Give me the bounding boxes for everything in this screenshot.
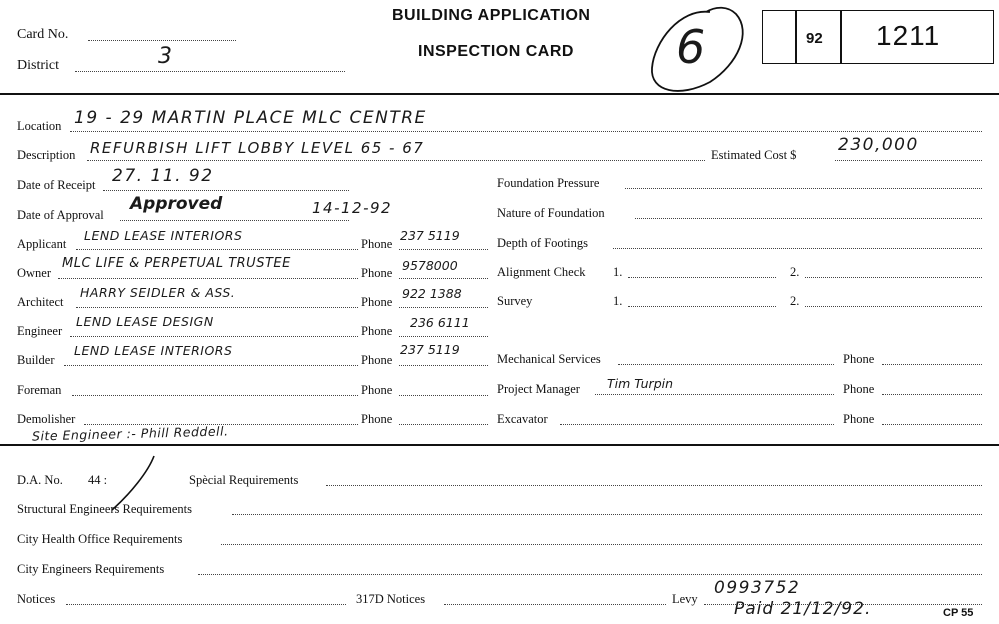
excavator-label: Excavator [497,412,548,426]
project-manager-label: Project Manager [497,382,580,396]
builder-phone-label: Phone [361,353,393,367]
card-no-line[interactable] [88,40,236,41]
location-label: Location [17,119,62,133]
mechanical-services-phone-label: Phone [843,352,875,366]
estimated-cost-label: Estimated Cost $ [711,148,797,162]
alignment-check-num-2: 2. [790,265,800,279]
engineer-value: LEND LEASE DESIGN [76,314,214,329]
foreman-phone-line[interactable] [399,395,488,396]
project-manager-line[interactable] [595,394,834,395]
excavator-phone-label: Phone [843,412,875,426]
engineer-phone-label: Phone [361,324,393,338]
foreman-label: Foreman [17,383,62,397]
nature-of-foundation-line[interactable] [635,218,982,219]
location-line[interactable] [70,131,982,132]
structural-engineers-line[interactable] [232,514,982,515]
survey-line-2[interactable] [805,306,982,307]
notices-317d-label: 317D Notices [356,592,426,606]
notices-317d-line[interactable] [444,604,666,605]
notices-line[interactable] [66,604,346,605]
applicant-phone-value: 237 5119 [400,228,460,243]
survey-num-1: 1. [613,294,623,308]
architect-value: HARRY SEIDLER & ASS. [80,285,236,300]
architect-phone-line[interactable] [399,307,488,308]
city-health-label: City Health Office Requirements [17,532,183,546]
engineer-line[interactable] [70,336,358,337]
form-code: CP 55 [943,607,974,619]
estimated-cost-value: 230,000 [838,135,919,155]
form-title-line1: BUILDING APPLICATION [392,7,591,24]
site-engineer-note: Site Engineer :- Phill Reddell. [31,423,229,444]
owner-line[interactable] [58,278,358,279]
form-title-line2: INSPECTION CARD [418,43,574,60]
date-of-approval-value: 14-12-92 [312,199,393,217]
box-divider-2 [840,10,842,64]
description-label: Description [17,148,76,162]
alignment-check-line-1[interactable] [628,277,776,278]
foreman-phone-label: Phone [361,383,393,397]
architect-phone-value: 922 1388 [402,286,462,301]
survey-num-2: 2. [790,294,800,308]
engineer-label: Engineer [17,324,63,338]
mechanical-services-line[interactable] [618,364,834,365]
owner-label: Owner [17,266,52,280]
demolisher-label: Demolisher [17,412,76,426]
year-box-value: 92 [806,30,823,47]
foundation-pressure-line[interactable] [625,188,982,189]
architect-label: Architect [17,295,64,309]
depth-of-footings-label: Depth of Footings [497,236,588,250]
levy-value: 0993752 [714,578,801,598]
engineer-phone-line[interactable] [399,336,488,337]
date-of-approval-line[interactable] [120,220,349,221]
owner-value: MLC LIFE & PERPETUAL TRUSTEE [62,256,291,271]
structural-engineers-label: Structural Engineers Requirements [17,502,192,516]
city-health-line[interactable] [221,544,982,545]
owner-phone-line[interactable] [399,278,488,279]
builder-line[interactable] [64,365,358,366]
applicant-value: LEND LEASE INTERIORS [84,228,243,243]
applicant-label: Applicant [17,237,67,251]
header-divider [0,93,999,95]
applicant-phone-line[interactable] [399,249,488,250]
alignment-check-line-2[interactable] [805,277,982,278]
da-no-label: D.A. No. [17,473,63,487]
architect-phone-label: Phone [361,295,393,309]
depth-of-footings-line[interactable] [613,248,982,249]
owner-phone-label: Phone [361,266,393,280]
builder-label: Builder [17,353,55,367]
owner-phone-value: 9578000 [402,258,458,273]
nature-of-foundation-label: Nature of Foundation [497,206,605,220]
builder-value: LEND LEASE INTERIORS [74,343,233,358]
date-of-receipt-label: Date of Receipt [17,178,96,192]
description-line[interactable] [87,160,705,161]
da-no-value: 44 : [88,473,108,487]
levy-label: Levy [672,592,698,606]
project-manager-value: Tim Turpin [607,376,674,391]
section-divider [0,444,999,446]
circled-number: 6 [676,20,707,74]
survey-label: Survey [497,294,533,308]
project-manager-phone-line[interactable] [882,394,982,395]
demolisher-phone-line[interactable] [399,424,488,425]
date-of-approval-note: Approved [130,194,223,214]
paid-note: Paid 21/12/92. [734,599,872,619]
alignment-check-num-1: 1. [613,265,623,279]
applicant-phone-label: Phone [361,237,393,251]
engineer-phone-value: 236 6111 [410,315,470,330]
builder-phone-line[interactable] [399,365,488,366]
alignment-check-label: Alignment Check [497,265,586,279]
card-number-value: 1211 [876,20,941,51]
location-value: 19 - 29 MARTIN PLACE MLC CENTRE [74,108,427,128]
card-no-label: Card No. [17,27,69,42]
mechanical-services-label: Mechanical Services [497,352,601,366]
special-requirements-label: Spècial Requirements [189,473,299,487]
box-divider-1 [795,10,797,64]
date-of-receipt-line[interactable] [103,190,349,191]
project-manager-phone-label: Phone [843,382,875,396]
city-engineers-label: City Engineers Requirements [17,562,165,576]
description-value: REFURBISH LIFT LOBBY LEVEL 65 - 67 [90,139,425,157]
district-line[interactable] [75,71,345,72]
district-label: District [17,58,59,73]
demolisher-phone-label: Phone [361,412,393,426]
builder-phone-value: 237 5119 [400,342,460,357]
architect-line[interactable] [76,307,358,308]
foundation-pressure-label: Foundation Pressure [497,176,600,190]
city-engineers-line[interactable] [198,574,982,575]
excavator-line[interactable] [560,424,834,425]
estimated-cost-line[interactable] [835,160,982,161]
district-value: 3 [158,44,174,69]
date-of-approval-label: Date of Approval [17,208,104,222]
date-of-receipt-value: 27. 11. 92 [112,166,214,186]
foreman-line[interactable] [72,395,358,396]
applicant-line[interactable] [76,249,358,250]
special-requirements-line[interactable] [326,485,982,486]
mechanical-services-phone-line[interactable] [882,364,982,365]
survey-line-1[interactable] [628,306,776,307]
notices-label: Notices [17,592,56,606]
excavator-phone-line[interactable] [882,424,982,425]
